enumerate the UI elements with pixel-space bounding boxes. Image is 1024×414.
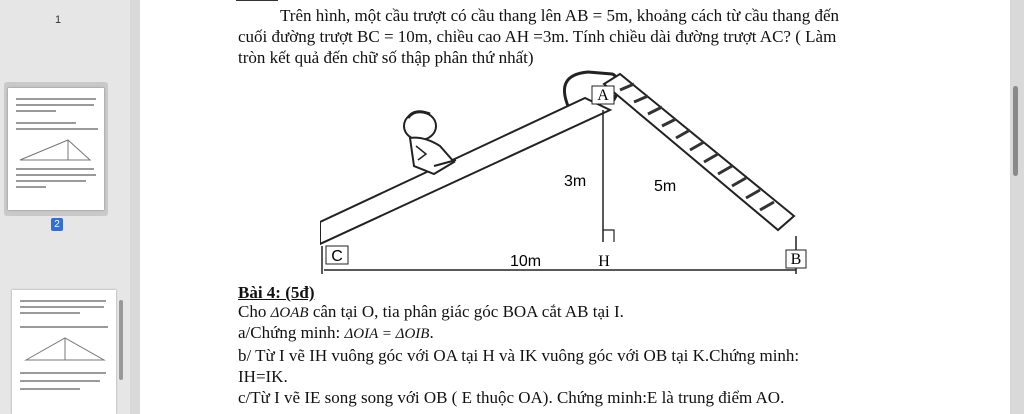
text-segment: a/Chứng minh: (238, 323, 345, 342)
exercise-4-line-4: IH=IK. (238, 367, 288, 386)
problem-line-2: cuối đường trượt BC = 10m, chiều cao AH =3m. Tính chiều dài đường trượt AC? ( Làm (238, 27, 837, 46)
problem-line-3: tròn kết quả đến chữ số thập phân thứ nhất) (238, 48, 534, 67)
exercise-4-line-5: c/Từ I vẽ IE song song với OB ( E thuộc OA). Chứng minh:E là trung điểm AO. (238, 388, 785, 407)
congruence-statement: ΔOIA = ΔOIB (344, 326, 430, 342)
point-H-label: H (598, 253, 610, 270)
page-scrollbar[interactable] (1013, 86, 1018, 176)
thumbnail-sidebar (0, 0, 130, 414)
problem-line-1: Trên hình, một cầu trượt có cầu thang lên AB = 5m, khoảng cách từ cầu thang đến (280, 6, 839, 25)
document-page (140, 0, 1010, 414)
page-thumbnail-2[interactable] (12, 290, 116, 414)
exercise-4-line-2 (238, 323, 434, 343)
exercise-4-title: Bài 4: (5đ) (238, 283, 315, 302)
text-segment: cân tại O, tia phân giác góc BOA cắt AB tại I. (308, 302, 624, 321)
slide-diagram (320, 66, 820, 276)
point-B-label: B (790, 251, 802, 268)
page-thumbnail-1[interactable] (8, 88, 104, 210)
point-A-label: A (597, 87, 609, 104)
decorative-rule (236, 0, 278, 1)
sidebar-scrollbar[interactable] (119, 300, 123, 380)
base-10m-label: 10m (510, 253, 542, 270)
exercise-4-line-3: b/ Từ I vẽ IH vuông góc với OA tại H và IK vuông góc với OB tại K.Chứng minh: (238, 346, 800, 365)
text-segment: Cho (238, 302, 271, 321)
page-1-number: 1 (55, 14, 62, 26)
point-C-label: C (331, 248, 343, 265)
ladder-5m-label: 5m (654, 178, 677, 195)
right-angle-marker (603, 230, 614, 242)
thumbnail-triangle-icon (22, 334, 108, 364)
height-3m-label: 3m (564, 173, 587, 190)
text-segment: . (429, 323, 434, 342)
page-2-number-badge: 2 (51, 218, 63, 231)
child-figure (404, 112, 456, 174)
triangle-OAB: ΔOAB (270, 305, 309, 321)
slide-ramp (320, 98, 610, 244)
exercise-4-line-1 (238, 302, 624, 322)
thumbnail-diagram-icon (18, 136, 94, 162)
